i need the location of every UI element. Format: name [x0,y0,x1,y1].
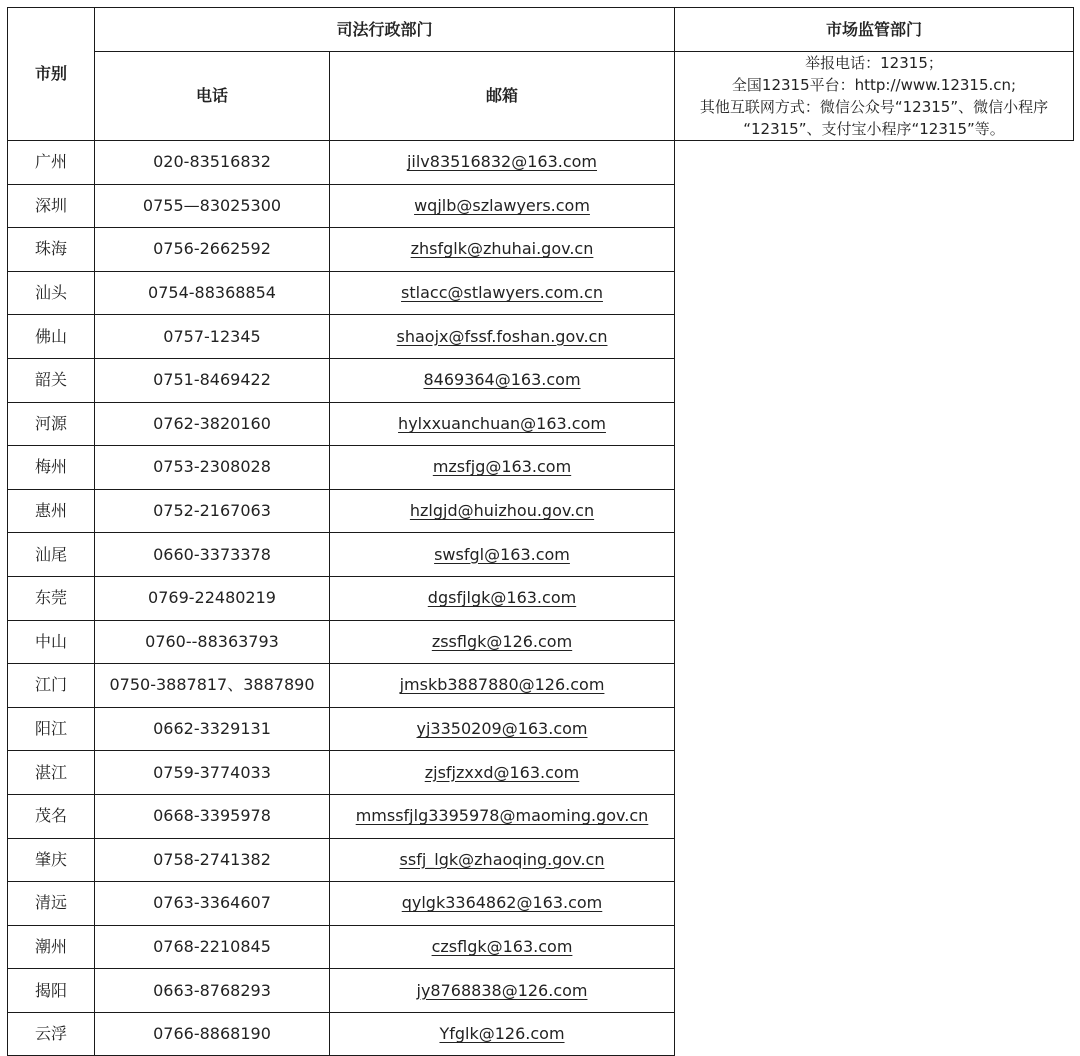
table-row [8,228,1074,272]
email-link[interactable]: 8469364@163.com [423,370,581,390]
table-row [8,533,1074,577]
email-cell [330,315,675,359]
market-info-line: 全国12315平台：http://www.12315.cn; [731,76,1017,94]
table-row [8,315,1074,359]
city-cell: 梅州 [8,446,95,490]
phone-cell: 0766-8868190 [95,1012,330,1056]
city-cell: 江门 [8,664,95,708]
phone-cell: 0660-3373378 [95,533,330,577]
email-cell [330,228,675,272]
table-row [8,664,1074,708]
city-cell: 清远 [8,882,95,926]
phone-cell: 0762-3820160 [95,402,330,446]
phone-cell: 0754-88368854 [95,271,330,315]
email-link[interactable]: hzlgjd@huizhou.gov.cn [409,501,595,521]
email-link[interactable]: hylxxuanchuan@163.com [398,413,606,433]
phone-cell: 0750-3887817、3887890 [95,664,330,708]
email-cell [330,184,675,228]
city-cell: 深圳 [8,184,95,228]
email-link[interactable]: zjsfjzxxd@163.com [424,762,580,782]
email-link[interactable]: zssflgk@126.com [431,631,573,651]
email-link[interactable]: jy8768838@126.com [416,980,588,1000]
city-cell: 揭阳 [8,969,95,1013]
table-row [8,969,1074,1013]
email-link[interactable]: swsfgl@163.com [434,544,570,564]
phone-cell: 0769-22480219 [95,576,330,620]
header-market-dept: 市场监管部门 [675,8,1074,52]
phone-cell: 020-83516832 [95,141,330,185]
table-row [8,402,1074,446]
table-row [8,707,1074,751]
email-cell [330,969,675,1013]
city-cell: 珠海 [8,228,95,272]
city-cell: 河源 [8,402,95,446]
phone-cell: 0751-8469422 [95,358,330,402]
email-link[interactable]: dgsfjlgk@163.com [427,588,577,608]
city-cell: 阳江 [8,707,95,751]
table-row [8,751,1074,795]
table-row [8,141,1074,185]
email-link[interactable]: mmssfjlg3395978@maoming.gov.cn [355,806,649,826]
city-cell: 茂名 [8,794,95,838]
phone-cell: 0668-3395978 [95,794,330,838]
header-phone: 电话 [95,52,330,141]
city-cell: 惠州 [8,489,95,533]
email-cell [330,882,675,926]
email-cell [330,794,675,838]
header-justice-dept: 司法行政部门 [95,8,675,52]
phone-cell: 0757-12345 [95,315,330,359]
email-link[interactable]: czsflgk@163.com [431,936,573,956]
email-cell [330,489,675,533]
email-link[interactable]: jilv83516832@163.com [406,152,598,172]
city-cell: 中山 [8,620,95,664]
email-cell [330,925,675,969]
city-cell: 东莞 [8,576,95,620]
phone-cell: 0759-3774033 [95,751,330,795]
email-link[interactable]: Yfglk@126.com [439,1024,565,1044]
email-cell [330,751,675,795]
email-cell [330,271,675,315]
phone-cell: 0753-2308028 [95,446,330,490]
city-cell: 韶关 [8,358,95,402]
phone-cell: 0756-2662592 [95,228,330,272]
contact-table [7,7,1074,1056]
table-row [8,794,1074,838]
city-cell: 云浮 [8,1012,95,1056]
email-link[interactable]: yj3350209@163.com [416,719,588,739]
city-cell: 潮州 [8,925,95,969]
table-row [8,446,1074,490]
email-cell [330,358,675,402]
city-cell: 广州 [8,141,95,185]
phone-cell: 0758-2741382 [95,838,330,882]
table-row [8,358,1074,402]
market-info-line: 举报电话：12315； [805,54,943,72]
table-row [8,489,1074,533]
table-row [8,925,1074,969]
city-cell: 佛山 [8,315,95,359]
city-cell: 肇庆 [8,838,95,882]
email-cell [330,446,675,490]
email-cell [330,402,675,446]
email-link[interactable]: mzsfjg@163.com [432,457,572,477]
table-row [8,576,1074,620]
phone-cell: 0768-2210845 [95,925,330,969]
table-row [8,882,1074,926]
email-link[interactable]: stlacc@stlawyers.com.cn [401,283,603,303]
phone-cell: 0752-2167063 [95,489,330,533]
email-link[interactable]: jmskb3887880@126.com [399,675,605,695]
email-cell [330,664,675,708]
email-link[interactable]: wqjlb@szlawyers.com [414,195,590,215]
city-cell: 汕尾 [8,533,95,577]
city-cell: 湛江 [8,751,95,795]
table-row [8,620,1074,664]
email-link[interactable]: ssfj_lgk@zhaoqing.gov.cn [399,849,605,869]
phone-cell: 0663-8768293 [95,969,330,1013]
table-row [8,271,1074,315]
email-link[interactable]: zhsfglk@zhuhai.gov.cn [410,239,594,259]
market-info-line: 其他互联网方式：微信公众号“12315”、微信小程序 [699,98,1049,116]
email-link[interactable]: shaojx@fssf.foshan.gov.cn [396,326,608,346]
header-city: 市别 [8,8,95,141]
email-cell [330,707,675,751]
phone-cell: 0755—83025300 [95,184,330,228]
phone-cell: 0763-3364607 [95,882,330,926]
phone-cell: 0662-3329131 [95,707,330,751]
email-cell [330,141,675,185]
table-row [8,838,1074,882]
city-cell: 汕头 [8,271,95,315]
market-info-line: “12315”、支付宝小程序“12315”等。 [743,120,1005,138]
phone-cell: 0760--88363793 [95,620,330,664]
email-cell [330,838,675,882]
table-row [8,184,1074,228]
header-email: 邮箱 [330,52,675,141]
market-supervision-info [675,52,1074,141]
email-cell [330,576,675,620]
email-cell [330,620,675,664]
email-link[interactable]: qylgk3364862@163.com [401,893,603,913]
email-cell [330,533,675,577]
